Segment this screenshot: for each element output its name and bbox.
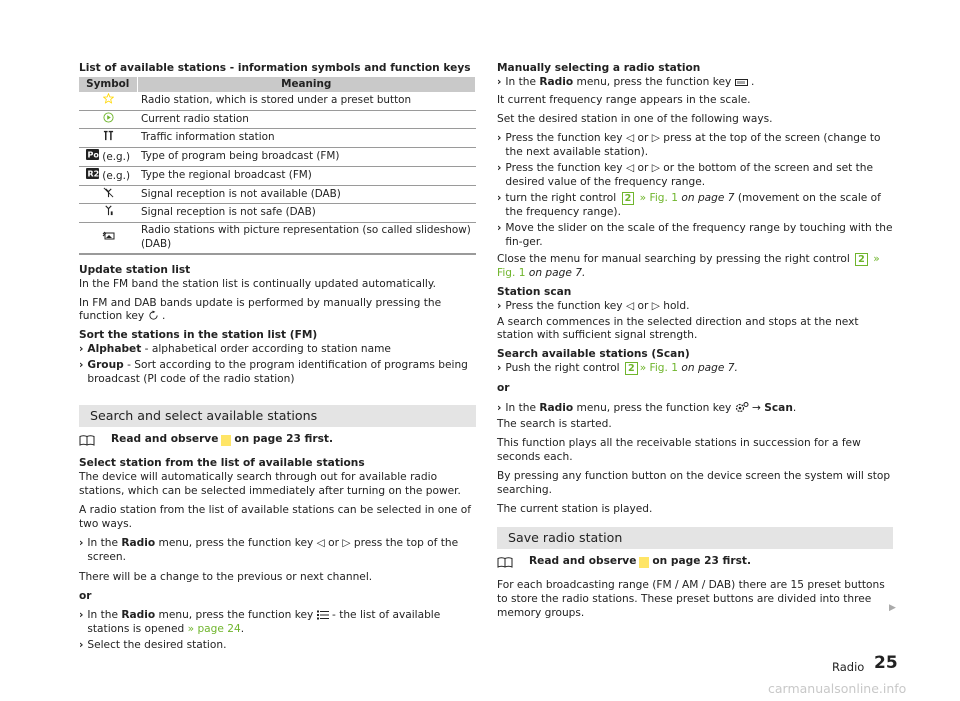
list-item: › Press the function key ◁ or ▷ hold. [497,299,690,312]
control-number: 2 [855,253,868,266]
table-row [79,185,476,204]
scan-p: A search commences in the selected direction and stops at the next station with sufficient signal strength. [497,315,859,342]
star-outline-icon [103,93,114,104]
list-item: › turn the right control 2 » Fig. 1 on page 7 (movement on the scale of the frequency range). [497,191,881,218]
current-text: The current station is played. [497,503,653,516]
book-icon [497,557,513,568]
table-row [79,129,476,148]
footer-section: Radio [832,660,865,674]
update-heading: Update station list [79,263,191,276]
row-meaning: Signal reception is not safe (DAB) [137,204,476,223]
preset-text: For each broadcasting range (FM / AM / DAB) there are 15 preset buttons to store the radio stations. These preset buttons are divided into three memory groups. [497,579,885,620]
manual-heading: Manually selecting a radio station [497,62,701,74]
header-meaning: Meaning [137,77,476,92]
search-heading: Search available stations (Scan) [497,348,690,361]
section-title-save: Save radio station [497,527,893,549]
row-meaning: Type the regional broadcast (FM) [137,166,476,185]
select-heading: Select station from the list of available stations [79,457,365,470]
bullet-arrow-icon: › [79,638,84,651]
list-item: › Select the desired station. [79,638,227,651]
bullet-arrow-icon: › [79,609,84,622]
or-label: or [497,382,510,395]
section-title-search: Search and select available stations [79,405,476,427]
svg-text:R2: R2 [87,169,99,179]
right-arrow-icon: ▷ [651,299,660,312]
manual-p2: Set the desired station in one of the following ways. [497,112,773,125]
row-meaning: Radio station, which is stored under a preset button [137,92,476,110]
bullet-arrow-icon: › [497,131,502,144]
table-row [79,92,476,110]
table-row [79,110,476,129]
plays-text: This function plays all the receivable stations in succession for a few seconds each. [497,437,861,464]
figure-link[interactable]: » Fig. 1 [639,362,679,375]
no-signal-icon [103,187,114,198]
list-item: › In the Radio menu, press the function key - the list of available stations is opened » page 24. [79,609,441,635]
or-label: or [79,590,92,603]
row-meaning: Signal reception is not available (DAB) [137,185,476,204]
bullet-arrow-icon: › [497,75,502,88]
reference-note: Read and observe on page 23 first. [497,555,893,569]
watermark: carmanualsonline.info [768,681,907,696]
manual-tune-icon [735,78,748,87]
warning-marker-icon [639,557,649,568]
select-p1: The device will automatically search through out for available radio stations, which can be selected immediately after turning on the power. [79,471,461,498]
list-item: › Push the right control 2 » Fig. 1 on page 7. [497,362,738,375]
continue-arrow-icon: ▶ [889,603,896,613]
row-meaning: Current radio station [137,110,476,129]
bullet-arrow-icon: › [497,299,502,312]
svg-text:Po: Po [87,150,99,160]
table-row [79,223,476,254]
row-meaning: Radio stations with picture representation (so called slideshow) (DAB) [137,223,476,254]
list-icon [317,610,329,620]
step1-result: There will be a change to the previous or next channel. [79,571,373,584]
bullet-arrow-icon: › [79,343,84,356]
refresh-icon [148,310,159,321]
list-item: › Alphabet - alphabetical order according to station name [79,343,391,356]
sort-heading: Sort the stations in the station list (FM) [79,329,318,342]
row-meaning: Type of program being broadcast (FM) [137,148,476,167]
settings-icon [735,402,749,413]
bullet-arrow-icon: › [497,221,502,234]
reference-note: Read and observe on page 23 first. [79,433,476,447]
control-number: 2 [625,362,638,375]
started-text: The search is started. [497,418,612,431]
right-arrow-icon: ▷ [342,537,351,550]
list-item: › In the Radio menu, press the function key → Scan. [497,402,797,415]
list-item: › Press the function key ◁ or ▷ press at the top of the screen (change to the next available station). [497,131,881,158]
update-p2: In FM and DAB bands update is performed by manually pressing the function key . [79,296,442,323]
slideshow-icon [102,230,115,241]
traffic-info-icon [103,130,114,141]
list-item: › Move the slider on the scale of the frequency range by touching with the fin-ger. [497,221,893,248]
symbols-table [79,77,476,255]
weak-signal-icon [103,205,114,216]
bullet-arrow-icon: › [79,537,84,550]
list-item: › In the Radio menu, press the function key . [497,75,755,88]
left-arrow-icon: ◁ [316,537,325,550]
select-p2: A radio station from the list of available stations can be selected in one of two ways. [79,504,472,531]
update-p1: In the FM band the station list is continually updated automatically. [79,277,436,290]
right-arrow-icon: ▷ [651,161,660,174]
warning-marker-icon [221,435,231,446]
control-number: 2 [622,192,635,205]
play-circle-icon [103,112,114,123]
bullet-arrow-icon: › [497,362,502,375]
bullet-arrow-icon: › [497,402,502,415]
row-meaning: Traffic information station [137,129,476,148]
header-symbol: Symbol [79,77,137,92]
left-arrow-icon: ◁ [625,161,635,174]
figure-link[interactable]: » Fig. 1 [497,252,880,279]
page-number: 25 [874,653,898,673]
left-arrow-icon: ◁ [625,131,635,144]
regional-icon [86,168,99,179]
list-item: › Press the function key ◁ or ▷ or the bottom of the screen and set the desired value of the frequency range. [497,161,874,188]
table-title: List of available stations - information symbols and function keys [79,62,471,74]
figure-link[interactable]: » Fig. 1 [639,191,678,204]
left-arrow-icon: ◁ [625,299,635,312]
list-item: › In the Radio menu, press the function key ◁ or ▷ press the top of the screen. [79,537,459,564]
table-row: Po (e.g.) Type of program being broadcast (FM) [79,148,476,167]
bullet-arrow-icon: › [79,359,84,372]
table-row [79,204,476,223]
bullet-arrow-icon: › [497,191,502,204]
stop-text: By pressing any function button on the device screen the system will stop searching. [497,470,891,497]
book-icon [79,435,95,446]
program-type-icon [86,149,99,160]
right-column [497,62,893,626]
close-text: Close the menu for manual searching by pressing the right control 2 » Fig. 1 on page 7. [497,252,880,279]
scan-heading: Station scan [497,285,572,298]
page-link[interactable]: » page 24 [187,622,241,635]
manual-p1: It current frequency range appears in the scale. [497,93,751,106]
right-arrow-icon: ▷ [651,131,660,144]
list-item: › Group - Sort according to the program identification of programs being broadcast (PI code of the radio station) [79,359,468,386]
table-row: R2 (e.g.) Type the regional broadcast (FM) [79,166,476,185]
left-column [79,62,476,655]
bullet-arrow-icon: › [497,161,502,174]
